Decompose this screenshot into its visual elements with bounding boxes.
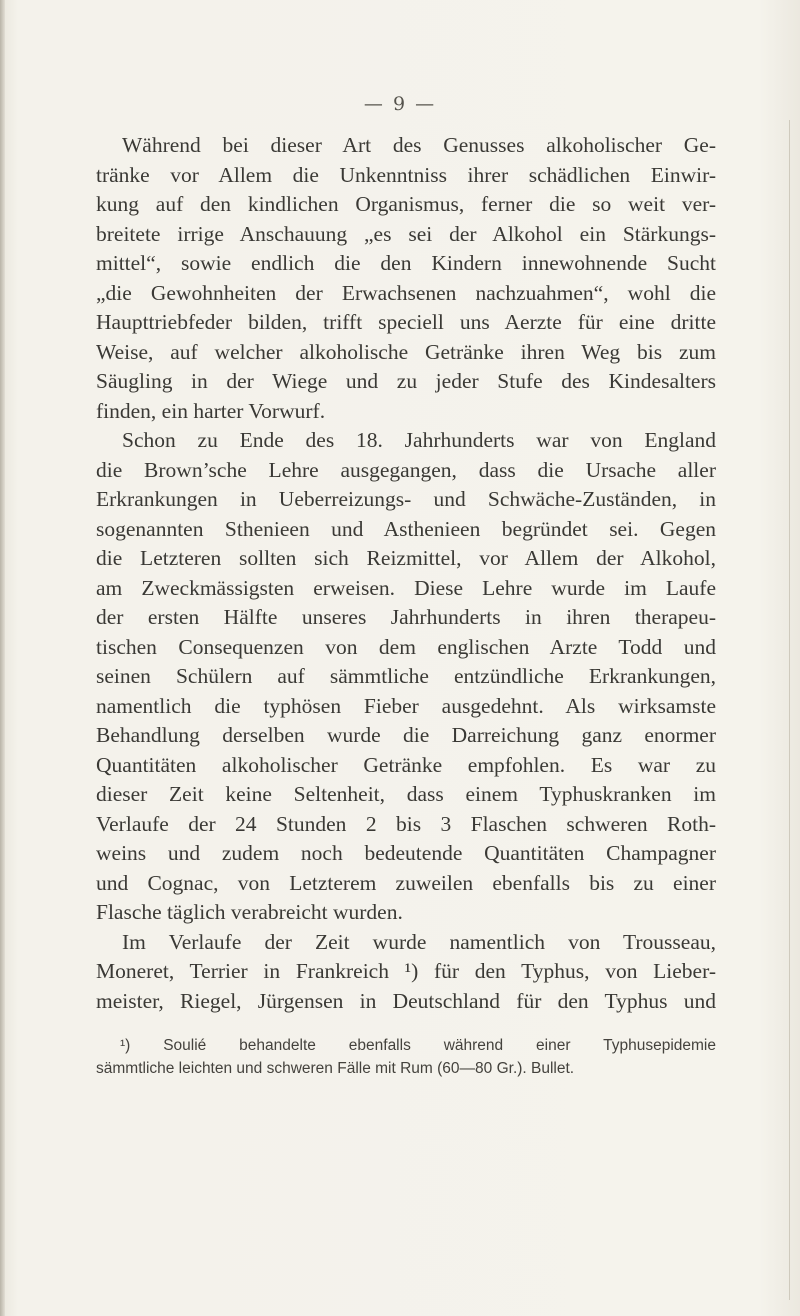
text-line: Moneret, Terrier in Frankreich ¹) für den Typhus, von Lieber- <box>96 959 716 983</box>
text-line: namentlich die typhösen Fieber ausgedehnt. Als wirksamste <box>96 693 716 718</box>
text-line: „die Gewohnheiten der Erwachsenen nachzuahmen“, wohl die <box>96 280 716 305</box>
page-edge-shadow <box>789 120 790 1300</box>
text-line: tischen Consequenzen von dem englischen Arzte Todd und <box>96 634 716 659</box>
text-line: Säugling in der Wiege und zu jeder Stufe des Kindesalters <box>96 369 716 393</box>
text-line: mittel“, sowie endlich die den Kindern innewohnende Sucht <box>96 251 716 275</box>
page-number: — 9 — <box>363 93 437 115</box>
text-line: am Zweckmässigsten erweisen. Diese Lehre wurde im Laufe <box>96 575 716 600</box>
text-line: Erkrankungen in Ueberreizungs- und Schwäche-Zuständen, in <box>96 487 716 511</box>
text-line: Quantitäten alkoholischer Getränke empfohlen. Es war zu <box>96 752 716 777</box>
text-line: Im Verlaufe der Zeit wurde namentlich von Trousseau, <box>122 929 716 954</box>
text-line: und Cognac, von Letzterem zuweilen ebenfalls bis zu einer <box>96 870 716 895</box>
footnote-line: sämmtliche leichten und schweren Fälle mit Rum (60—80 Gr.). Bullet. <box>96 1060 575 1077</box>
body-text <box>96 131 716 1016</box>
text-line: Weise, auf welcher alkoholische Getränke ihren Weg bis zum <box>96 339 716 364</box>
text-line: weins und zudem noch bedeutende Quantitäten Champagner <box>96 841 716 865</box>
text-line: dieser Zeit keine Seltenheit, dass einem Typhuskranken im <box>96 782 716 806</box>
footnote <box>96 1034 716 1080</box>
text-line: die Letzteren sollten sich Reizmittel, vor Allem der Alkohol, <box>96 546 716 570</box>
page-binding-edge <box>0 0 5 1316</box>
text-line: die Brown’sche Lehre ausgegangen, dass die Ursache aller <box>96 457 716 482</box>
text-line: Behandlung derselben wurde die Darreichung ganz enormer <box>96 723 716 747</box>
text-line: Schon zu Ende des 18. Jahrhunderts war von England <box>122 428 716 452</box>
text-line: sogenannten Sthenieen und Asthenieen begründet sei. Gegen <box>96 516 716 541</box>
text-line: Flasche täglich verabreicht wurden. <box>96 900 403 924</box>
text-line: Während bei dieser Art des Genusses alkoholischer Ge- <box>122 133 716 157</box>
text-line: finden, ein harter Vorwurf. <box>96 398 326 423</box>
text-line: seinen Schülern auf sämmtliche entzündliche Erkrankungen, <box>96 664 716 688</box>
text-line: breitete irrige Anschauung „es sei der Alkohol ein Stärkungs- <box>96 221 716 246</box>
text-line: meister, Riegel, Jürgensen in Deutschland für den Typhus und <box>96 988 716 1013</box>
text-line: kung auf den kindlichen Organismus, ferner die so weit ver- <box>96 192 716 216</box>
text-line: Verlaufe der 24 Stunden 2 bis 3 Flaschen schweren Roth- <box>96 811 716 836</box>
text-line: Haupttriebfeder bilden, trifft speciell uns Aerzte für eine dritte <box>96 310 716 334</box>
text-line: tränke vor Allem die Unkenntniss ihrer schädlichen Einwir- <box>96 162 716 187</box>
text-line: der ersten Hälfte unseres Jahrhunderts in ihren therapeu- <box>96 605 716 629</box>
footnote-line: ¹) Soulié behandelte ebenfalls während einer Typhusepidemie <box>120 1037 716 1054</box>
